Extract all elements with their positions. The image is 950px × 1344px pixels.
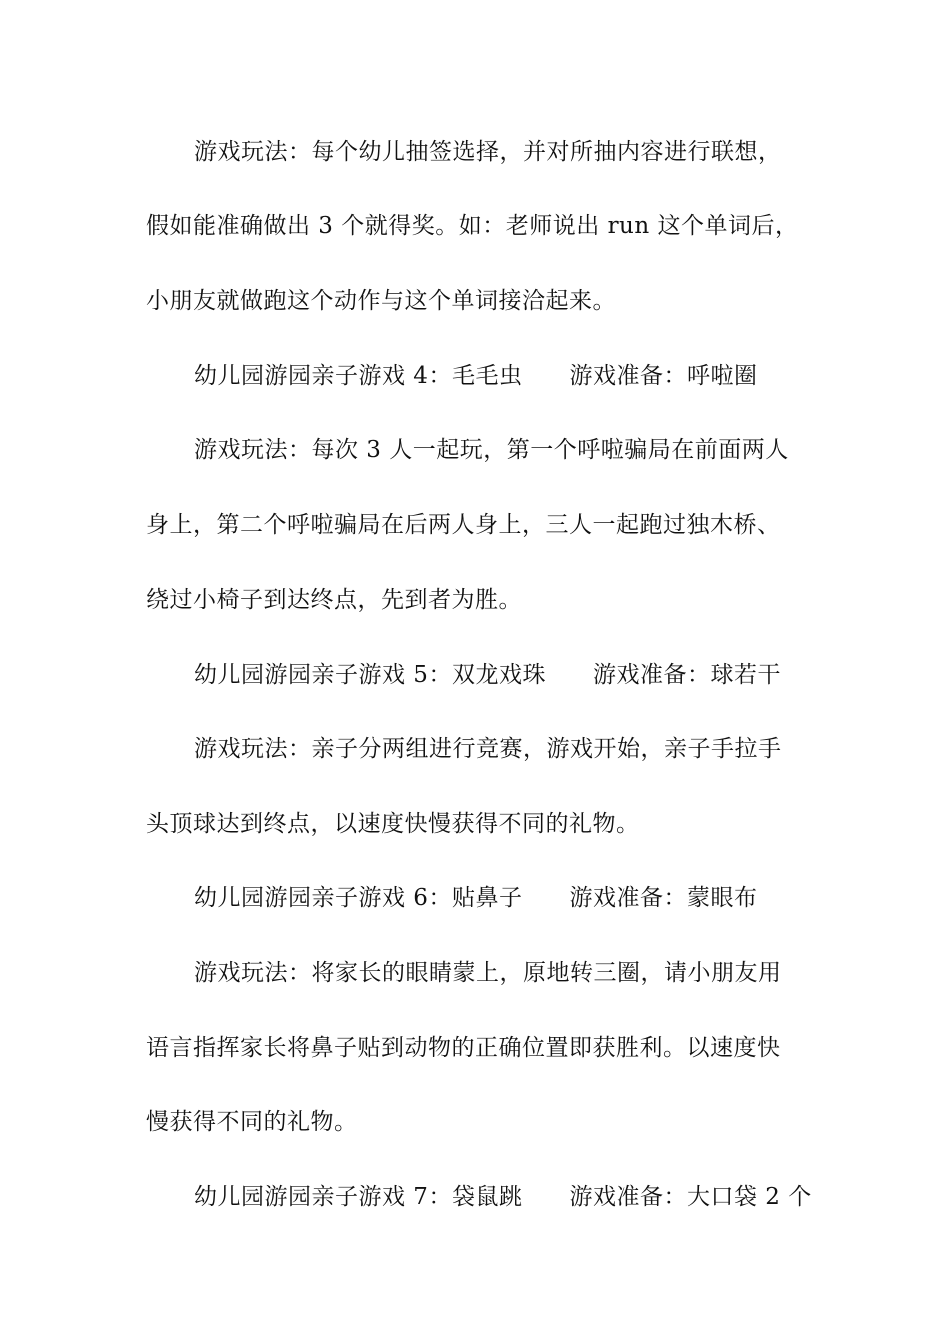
heading-game6: 幼儿园游园亲子游戏 6：贴鼻子 游戏准备：蒙眼布 [194, 885, 758, 911]
paragraph-game3-rules-line-1: 游戏玩法：每个幼儿抽签选择，并对所抽内容进行联想， [194, 139, 782, 165]
paragraph-game5-rules-line-2: 头顶球达到终点，以速度快慢获得不同的礼物。 [146, 811, 640, 837]
paragraph-game3-rules-line-3: 小朋友就做跑这个动作与这个单词接洽起来。 [146, 288, 616, 314]
paragraph-game4-rules-line-1: 游戏玩法：每次 3 人一起玩，第一个呼啦骗局在前面两人 [194, 437, 789, 463]
paragraph-game6-rules-line-1: 游戏玩法：将家长的眼睛蒙上，原地转三圈，请小朋友用 [194, 960, 782, 986]
paragraph-game6-rules-line-2: 语言指挥家长将鼻子贴到动物的正确位置即获胜利。以速度快 [146, 1035, 781, 1061]
heading-game5: 幼儿园游园亲子游戏 5：双龙戏珠 游戏准备：球若干 [194, 662, 781, 688]
heading-game4: 幼儿园游园亲子游戏 4：毛毛虫 游戏准备：呼啦圈 [194, 363, 758, 389]
paragraph-game6-rules-line-3: 慢获得不同的礼物。 [146, 1109, 358, 1135]
paragraph-game5-rules-line-1: 游戏玩法：亲子分两组进行竞赛，游戏开始，亲子手拉手 [194, 736, 782, 762]
paragraph-game4-rules-line-3: 绕过小椅子到达终点，先到者为胜。 [146, 587, 522, 613]
paragraph-game4-rules-line-2: 身上，第二个呼啦骗局在后两人身上，三人一起跑过独木桥、 [146, 512, 781, 538]
heading-game7: 幼儿园游园亲子游戏 7：袋鼠跳 游戏准备：大口袋 2 个 [194, 1184, 812, 1210]
paragraph-game3-rules-line-2: 假如能准确做出 3 个就得奖。如：老师说出 run 这个单词后， [146, 213, 799, 239]
